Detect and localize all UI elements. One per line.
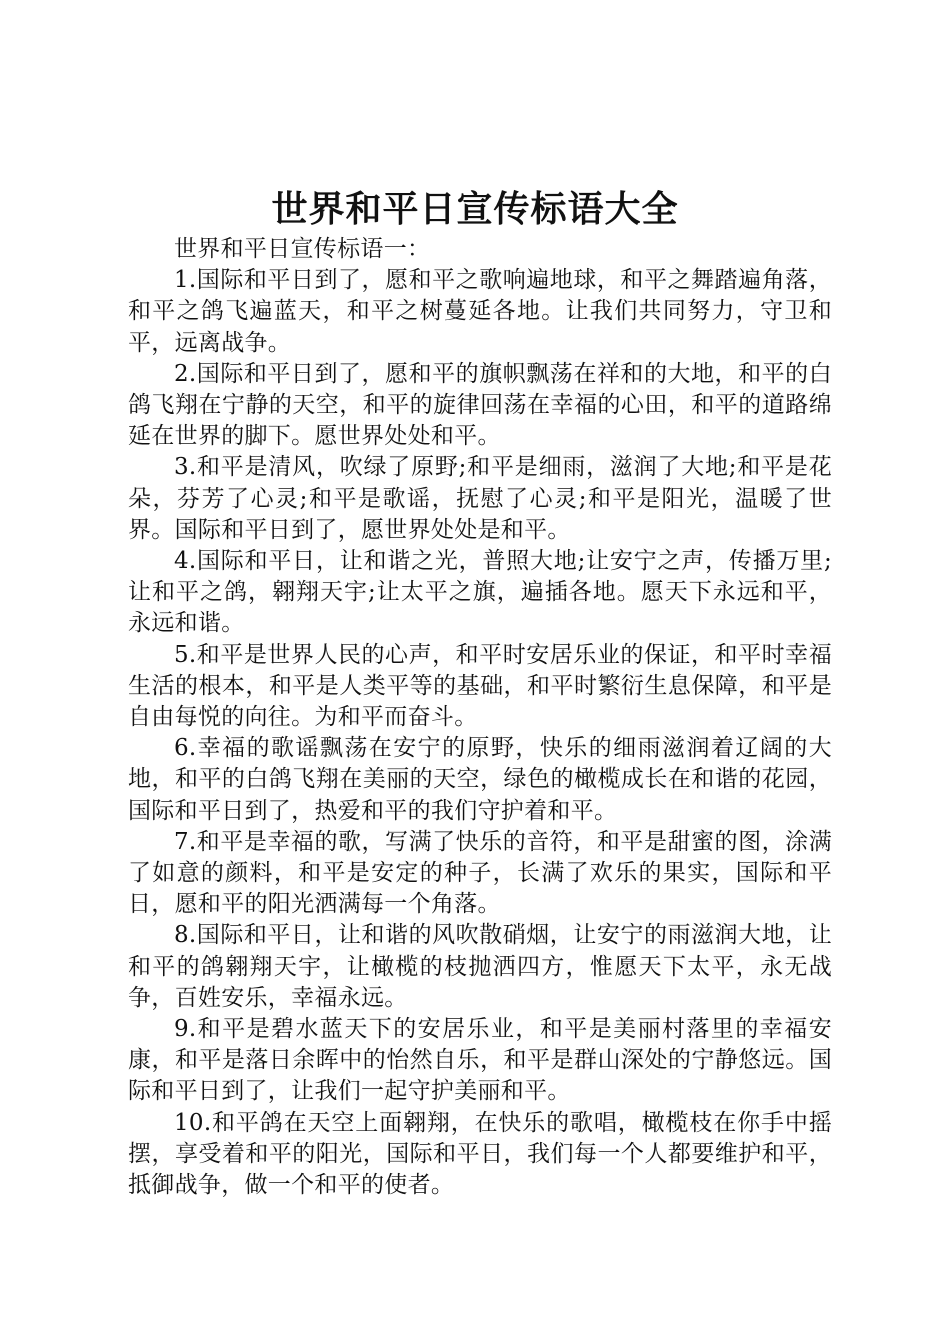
slogan-paragraph-4: 4.国际和平日，让和谐之光，普照大地;让安宁之声，传播万里;让和平之鸽，翱翔天宇;让太平之旗，遍插各地。愿天下永远和平，永远和谐。 bbox=[128, 548, 832, 637]
slogan-paragraph-1: 1.国际和平日到了，愿和平之歌响遍地球，和平之舞踏遍角落，和平之鸽飞遍蓝天，和平之树蔓延各地。让我们共同努力，守卫和平，远离战争。 bbox=[128, 267, 832, 356]
slogan-paragraph-6: 6.幸福的歌谣飘荡在安宁的原野，快乐的细雨滋润着辽阔的大地，和平的白鸽飞翔在美丽的天空，绿色的橄榄成长在和谐的花园，国际和平日到了，热爱和平的我们守护着和平。 bbox=[128, 735, 832, 824]
slogan-paragraph-10: 10.和平鸽在天空上面翱翔，在快乐的歌唱，橄榄枝在你手中摇摆，享受着和平的阳光，国际和平日，我们每一个人都要维护和平，抵御战争，做一个和平的使者。 bbox=[128, 1109, 832, 1199]
slogan-paragraph-5: 5.和平是世界人民的心声，和平时安居乐业的保证，和平时幸福生活的根本，和平是人类平等的基础，和平时繁衍生息保障，和平是自由每悦的向往。为和平而奋斗。 bbox=[128, 641, 832, 731]
document-title: 世界和平日宣传标语大全 bbox=[271, 188, 679, 230]
section-heading: 世界和平日宣传标语一： bbox=[174, 236, 431, 262]
document-body bbox=[128, 234, 832, 1201]
slogan-paragraph-8: 8.国际和平日，让和谐的风吹散硝烟，让安宁的雨滋润大地，让和平的鸽翱翔天宇，让橄榄的枝抛洒四方，惟愿天下太平，永无战争，百姓安乐，幸福永远。 bbox=[128, 922, 832, 1011]
slogan-paragraph-2: 2.国际和平日到了，愿和平的旗帜飘荡在祥和的大地，和平的白鸽飞翔在宁静的天空，和平的旋律回荡在幸福的心田，和平的道路绵延在世界的脚下。愿世界处处和平。 bbox=[128, 360, 832, 450]
slogan-paragraph-9: 9.和平是碧水蓝天下的安居乐业，和平是美丽村落里的幸福安康，和平是落日余晖中的怡然自乐，和平是群山深处的宁静悠远。国际和平日到了，让我们一起守护美丽和平。 bbox=[128, 1016, 832, 1105]
slogan-paragraph-7: 7.和平是幸福的歌，写满了快乐的音符，和平是甜蜜的图，涂满了如意的颜料，和平是安定的种子，长满了欢乐的果实，国际和平日，愿和平的阳光洒满每一个角落。 bbox=[128, 828, 832, 918]
slogan-paragraph-3: 3.和平是清风，吹绿了原野;和平是细雨，滋润了大地;和平是花朵，芬芳了心灵;和平是歌谣，抚慰了心灵;和平是阳光，温暖了世界。国际和平日到了，愿世界处处是和平。 bbox=[128, 454, 832, 543]
